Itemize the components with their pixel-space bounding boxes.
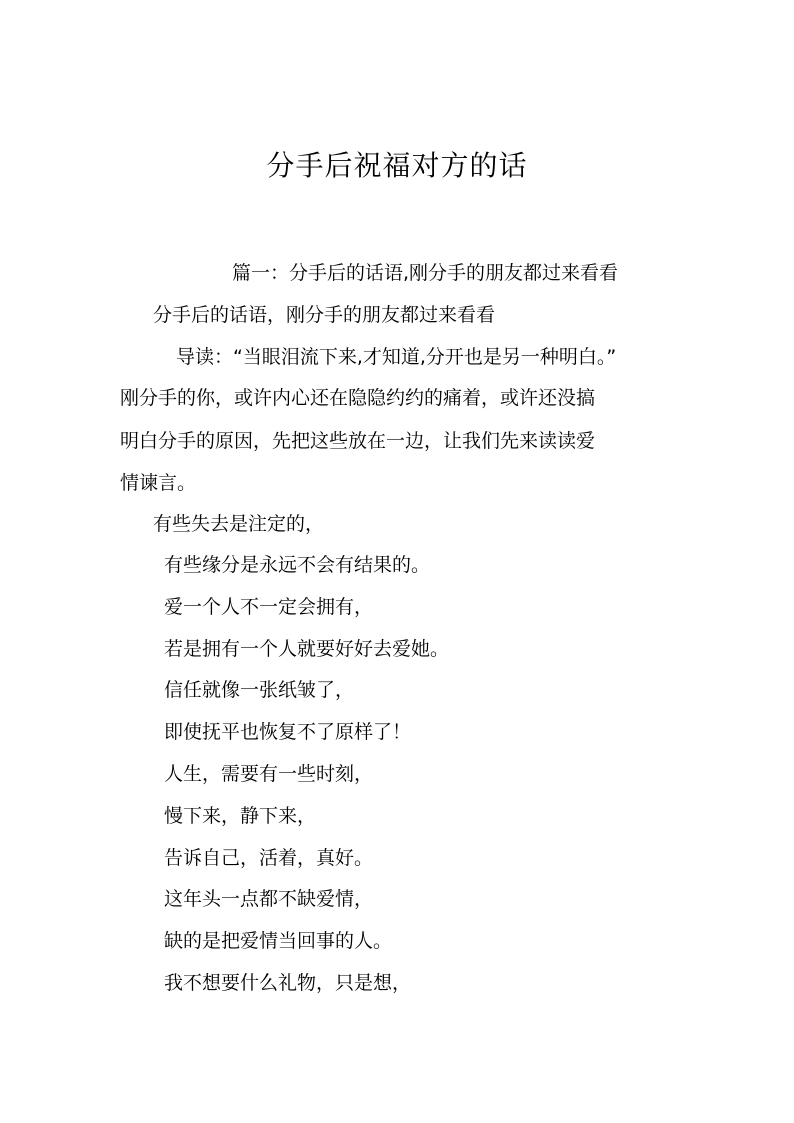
intro-line: 情谏言。 — [120, 472, 197, 494]
verse-line: 爱一个人不一定会拥有， — [164, 596, 374, 618]
section-heading: 篇一：分手后的话语,刚分手的朋友都过来看看 — [232, 262, 619, 284]
intro-line: 导读：“当眼泪流下来,才知道,分开也是另一种明白。” — [176, 346, 617, 368]
verse-line: 告诉自己，活着，真好。 — [164, 847, 374, 869]
verse-line: 我不想要什么礼物，只是想， — [164, 972, 412, 994]
verse-line: 慢下来，静下来， — [164, 805, 317, 827]
document-title: 分手后祝福对方的话 — [266, 149, 528, 182]
intro-line: 明白分手的原因，先把这些放在一边，让我们先来读读爱 — [120, 430, 596, 452]
verse-line: 即使抚平也恢复不了原样了！ — [164, 721, 412, 743]
verse-line: 缺的是把爱情当回事的人。 — [164, 930, 393, 952]
subheading: 分手后的话语，刚分手的朋友都过来看看 — [153, 304, 496, 326]
verse-line: 有些缘分是永远不会有结果的。 — [164, 554, 431, 576]
intro-line: 刚分手的你，或许内心还在隐隐约约的痛着，或许还没搞 — [120, 387, 596, 409]
verse-line: 这年头一点都不缺爱情， — [164, 888, 374, 910]
verse-line: 人生，需要有一些时刻， — [164, 763, 374, 785]
verse-line: 信任就像一张纸皱了， — [164, 679, 355, 701]
verse-line: 若是拥有一个人就要好好去爱她。 — [164, 638, 450, 660]
verse-line: 有些失去是注定的， — [153, 513, 325, 535]
